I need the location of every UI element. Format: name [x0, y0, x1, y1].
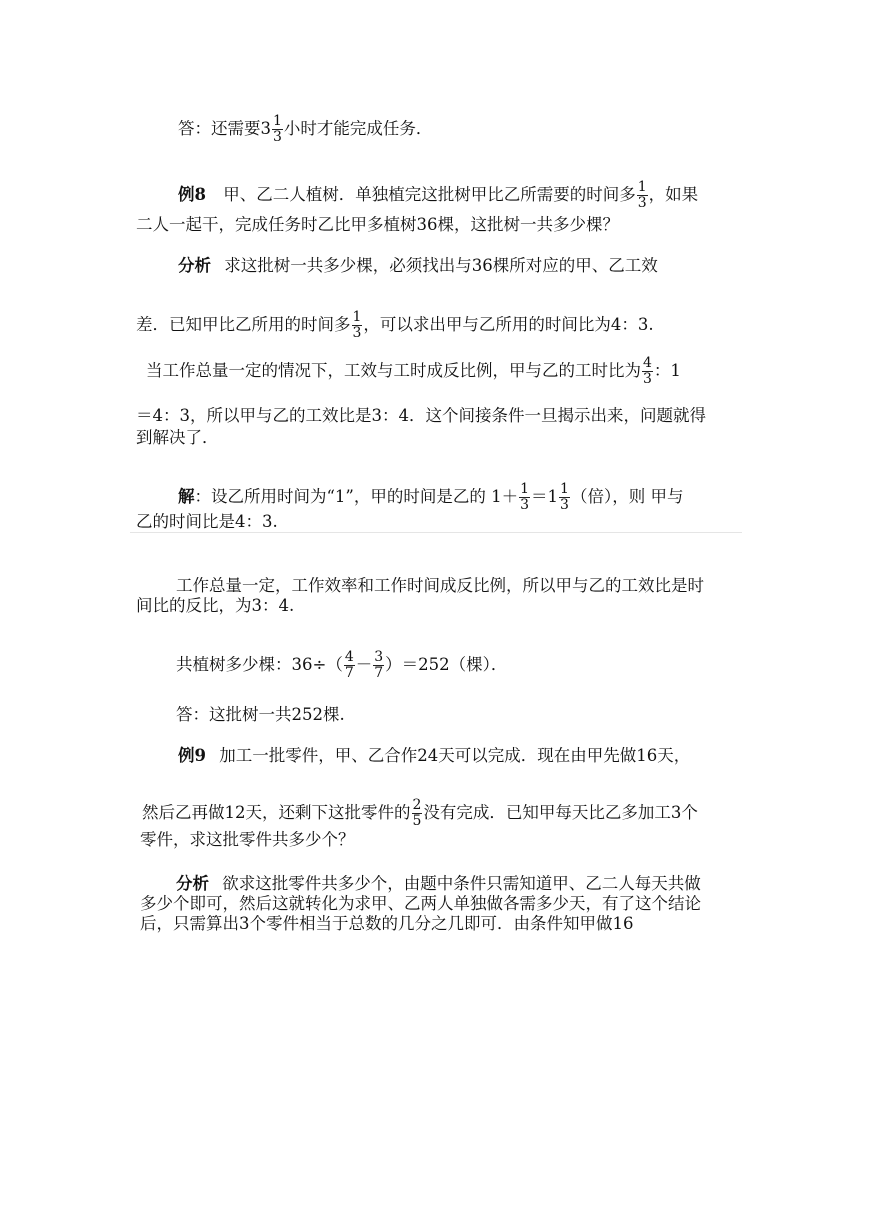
analysis-text: ：1 — [653, 361, 681, 380]
example9-line2 — [142, 798, 698, 829]
fraction — [272, 114, 283, 145]
numerator: 1 — [352, 309, 362, 325]
continuation-line2: 间比的反比，为3：4. — [136, 596, 295, 615]
analysis-text: 差．已知甲比乙所用的时间多 — [136, 315, 351, 334]
numerator: 4 — [344, 649, 354, 665]
analysis8-line3 — [146, 356, 681, 387]
denominator: 3 — [643, 371, 652, 387]
denominator: 5 — [412, 813, 422, 829]
analysis-label: 分析 — [176, 874, 209, 893]
calc-text: － — [355, 655, 373, 674]
example9-line3: 零件，求这批零件共多少个？ — [140, 830, 355, 849]
answer-line — [178, 114, 432, 145]
solution-text: ：设乙所用时间为“1”，甲的时间是乙的 1＋ — [194, 487, 519, 506]
numerator: 1 — [520, 481, 530, 497]
numerator: 1 — [273, 113, 282, 129]
analysis-text: ，可以求出甲与乙所用的时间比为4：3. — [363, 315, 654, 334]
analysis-text: 欲求这批零件共多少个，由题中条件只需知道甲、乙二人每天共做 — [222, 874, 701, 893]
fraction — [637, 180, 648, 211]
analysis-text: 当工作总量一定的情况下，工效与工时成反比例，甲与乙的工时比为 — [146, 361, 641, 380]
denominator: 3 — [560, 497, 569, 513]
analysis8-line2 — [136, 310, 654, 341]
denominator: 7 — [374, 665, 384, 681]
solution8-line1 — [178, 482, 683, 513]
numerator: 1 — [560, 481, 569, 497]
denominator: 7 — [344, 665, 354, 681]
fraction — [373, 650, 384, 681]
analysis9-line1 — [176, 874, 701, 894]
fraction — [412, 798, 423, 829]
solution-label: 解 — [178, 487, 195, 506]
analysis8-line4: ＝4：3，所以甲与乙的工效比是3：4．这个间接条件一旦揭示出来，问题就得 — [136, 406, 706, 425]
solution-text: ＝1 — [531, 487, 559, 506]
calc-text: ）＝252（棵）． — [385, 655, 508, 674]
example-text: 甲、乙二人植树．单独植完这批树甲比乙所需要的时间多 — [223, 185, 636, 204]
example-text: 然后乙再做12天，还剩下这批零件的 — [142, 803, 411, 822]
fraction — [559, 482, 570, 513]
analysis9-line3: 后，只需算出3个零件相当于总数的几分之几即可．由条件知甲做16 — [140, 914, 634, 933]
continuation-line1: 工作总量一定，工作效率和工作时间成反比例，所以甲与乙的工效比是时 — [176, 576, 704, 595]
solution-text: （倍），则 甲与 — [570, 487, 684, 506]
analysis9-line2: 多少个即可，然后这就转化为求甲、乙两人单独做各需多少天，有了这个结论 — [140, 894, 701, 913]
example-text: 加工一批零件，甲、乙合作24天可以完成．现在由甲先做16天， — [219, 746, 691, 765]
answer-suffix: 小时才能完成任务． — [283, 119, 433, 138]
example-text: 没有完成．已知甲每天比乙多加工3个 — [423, 803, 698, 822]
analysis8-line5: 到解决了． — [136, 428, 219, 447]
whole-part: 3 — [260, 119, 271, 138]
example9-line1 — [178, 746, 690, 766]
denominator: 3 — [520, 497, 530, 513]
fraction — [519, 482, 530, 513]
example8-line1 — [178, 180, 698, 211]
numerator: 4 — [643, 355, 652, 371]
example-label: 例9 — [178, 746, 206, 765]
analysis-text: 求这批树一共多少棵，必须找出与36棵所对应的甲、乙工效 — [224, 256, 658, 275]
mixed-number — [261, 114, 284, 145]
answer-prefix: 答：还需要 — [178, 119, 261, 138]
analysis-label: 分析 — [178, 256, 211, 275]
denominator: 3 — [637, 195, 647, 211]
analysis8-line1 — [178, 256, 658, 276]
solution8-line2: 乙的时间比是4：3. — [136, 512, 278, 531]
denominator: 3 — [273, 129, 282, 145]
denominator: 3 — [352, 325, 362, 341]
answer8-line: 答：这批树一共252棵. — [176, 705, 345, 724]
numerator: 2 — [412, 797, 422, 813]
example8-line2: 二人一起干，完成任务时乙比甲多植树36棵，这批树一共多少棵？ — [136, 215, 619, 234]
fraction — [642, 356, 653, 387]
example-text-tail: ，如果 — [648, 185, 699, 204]
divider — [130, 532, 742, 533]
fraction — [352, 310, 363, 341]
numerator: 1 — [637, 179, 647, 195]
fraction — [344, 650, 355, 681]
numerator: 3 — [374, 649, 384, 665]
calc-text: 共植树多少棵：36÷（ — [176, 655, 343, 674]
example-label: 例8 — [178, 185, 206, 204]
calculation-line — [176, 650, 507, 681]
